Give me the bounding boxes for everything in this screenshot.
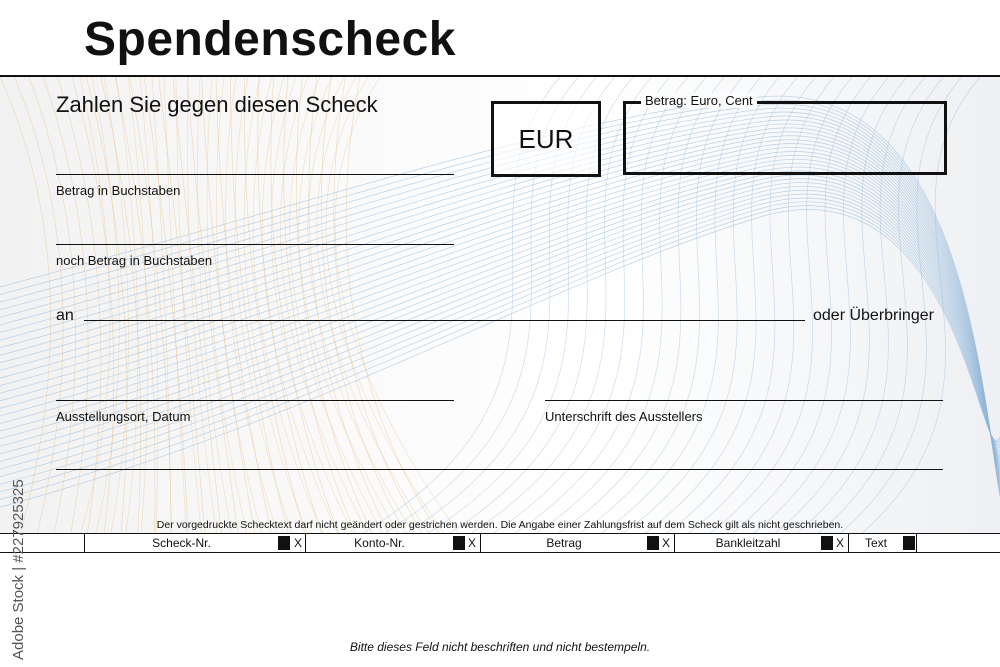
codeline-separator: X (836, 536, 845, 550)
pay-line: Zahlen Sie gegen diesen Scheck (56, 92, 378, 117)
guilloche-curve (164, 77, 186, 535)
extra-line (56, 469, 943, 470)
guilloche-curve (197, 77, 232, 535)
codeline-marker (278, 536, 290, 550)
guilloche-curve (72, 77, 114, 535)
guilloche-curve (346, 77, 440, 535)
payee-prefix: an (56, 307, 74, 324)
amount-label: Betrag: Euro, Cent (641, 93, 757, 108)
payee-line[interactable] (84, 320, 805, 321)
guilloche-curve (128, 77, 148, 535)
amount-field[interactable] (623, 101, 947, 175)
currency-box (491, 101, 601, 177)
footer-note: Bitte dieses Feld nicht beschriften und nicht bestempeln. (349, 640, 651, 654)
codeline-marker (647, 536, 659, 550)
currency-label: EUR (518, 123, 574, 154)
codeline-field-account: Konto-Nr. (305, 534, 453, 552)
codeline-marker (903, 536, 915, 550)
codeline-end (916, 534, 917, 552)
guilloche-curve (207, 77, 247, 535)
codeline-marker (453, 536, 465, 550)
guilloche-curve (258, 77, 323, 535)
guilloche-curve (104, 77, 129, 535)
guilloche-curve (0, 198, 1000, 484)
guilloche-curve (262, 77, 338, 535)
place-date-line[interactable] (56, 400, 454, 401)
guilloche-curve (280, 77, 368, 535)
place-date-label: Ausstellungsort, Datum (56, 409, 191, 424)
guilloche-curve (144, 77, 188, 535)
amount-words-label: Betrag in Buchstaben (56, 183, 181, 198)
guilloche-curve (335, 77, 460, 535)
amount-words-line[interactable] (56, 174, 454, 175)
guilloche-curve (216, 77, 272, 535)
codeline-field-amount: Betrag (480, 534, 647, 552)
codeline-field-check-number: Scheck-Nr. (84, 534, 278, 552)
watermark-text: Adobe Stock | #227925325 (10, 479, 27, 660)
stock-watermark (10, 425, 30, 665)
guilloche-curve (226, 77, 278, 535)
disclaimer: Der vorgedruckte Schecktext darf nicht geändert oder gestrichen werden. Die Angabe einer Zahlungsfrist auf dem Scheck gilt als nicht geschrieben. (156, 519, 844, 531)
payee-suffix: oder Überbringer (813, 307, 934, 324)
codeline-marker (821, 536, 833, 550)
check-form (0, 75, 1000, 535)
codeline-field-bank-code: Bankleitzahl (674, 534, 821, 552)
guilloche-curve (173, 77, 222, 535)
codeline (0, 533, 1000, 553)
codeline-separator: X (294, 536, 303, 550)
amount-words-more-line[interactable] (56, 244, 454, 245)
signature-label: Unterschrift des Ausstellers (545, 409, 703, 424)
guilloche-curve (317, 77, 430, 535)
codeline-field-text: Text (848, 534, 903, 552)
amount-words-more-label: noch Betrag in Buchstaben (56, 253, 213, 268)
codeline-separator: X (468, 536, 477, 550)
codeline-separator: X (662, 536, 671, 550)
signature-line[interactable] (545, 400, 943, 401)
document-title: Spendenscheck (84, 13, 456, 66)
